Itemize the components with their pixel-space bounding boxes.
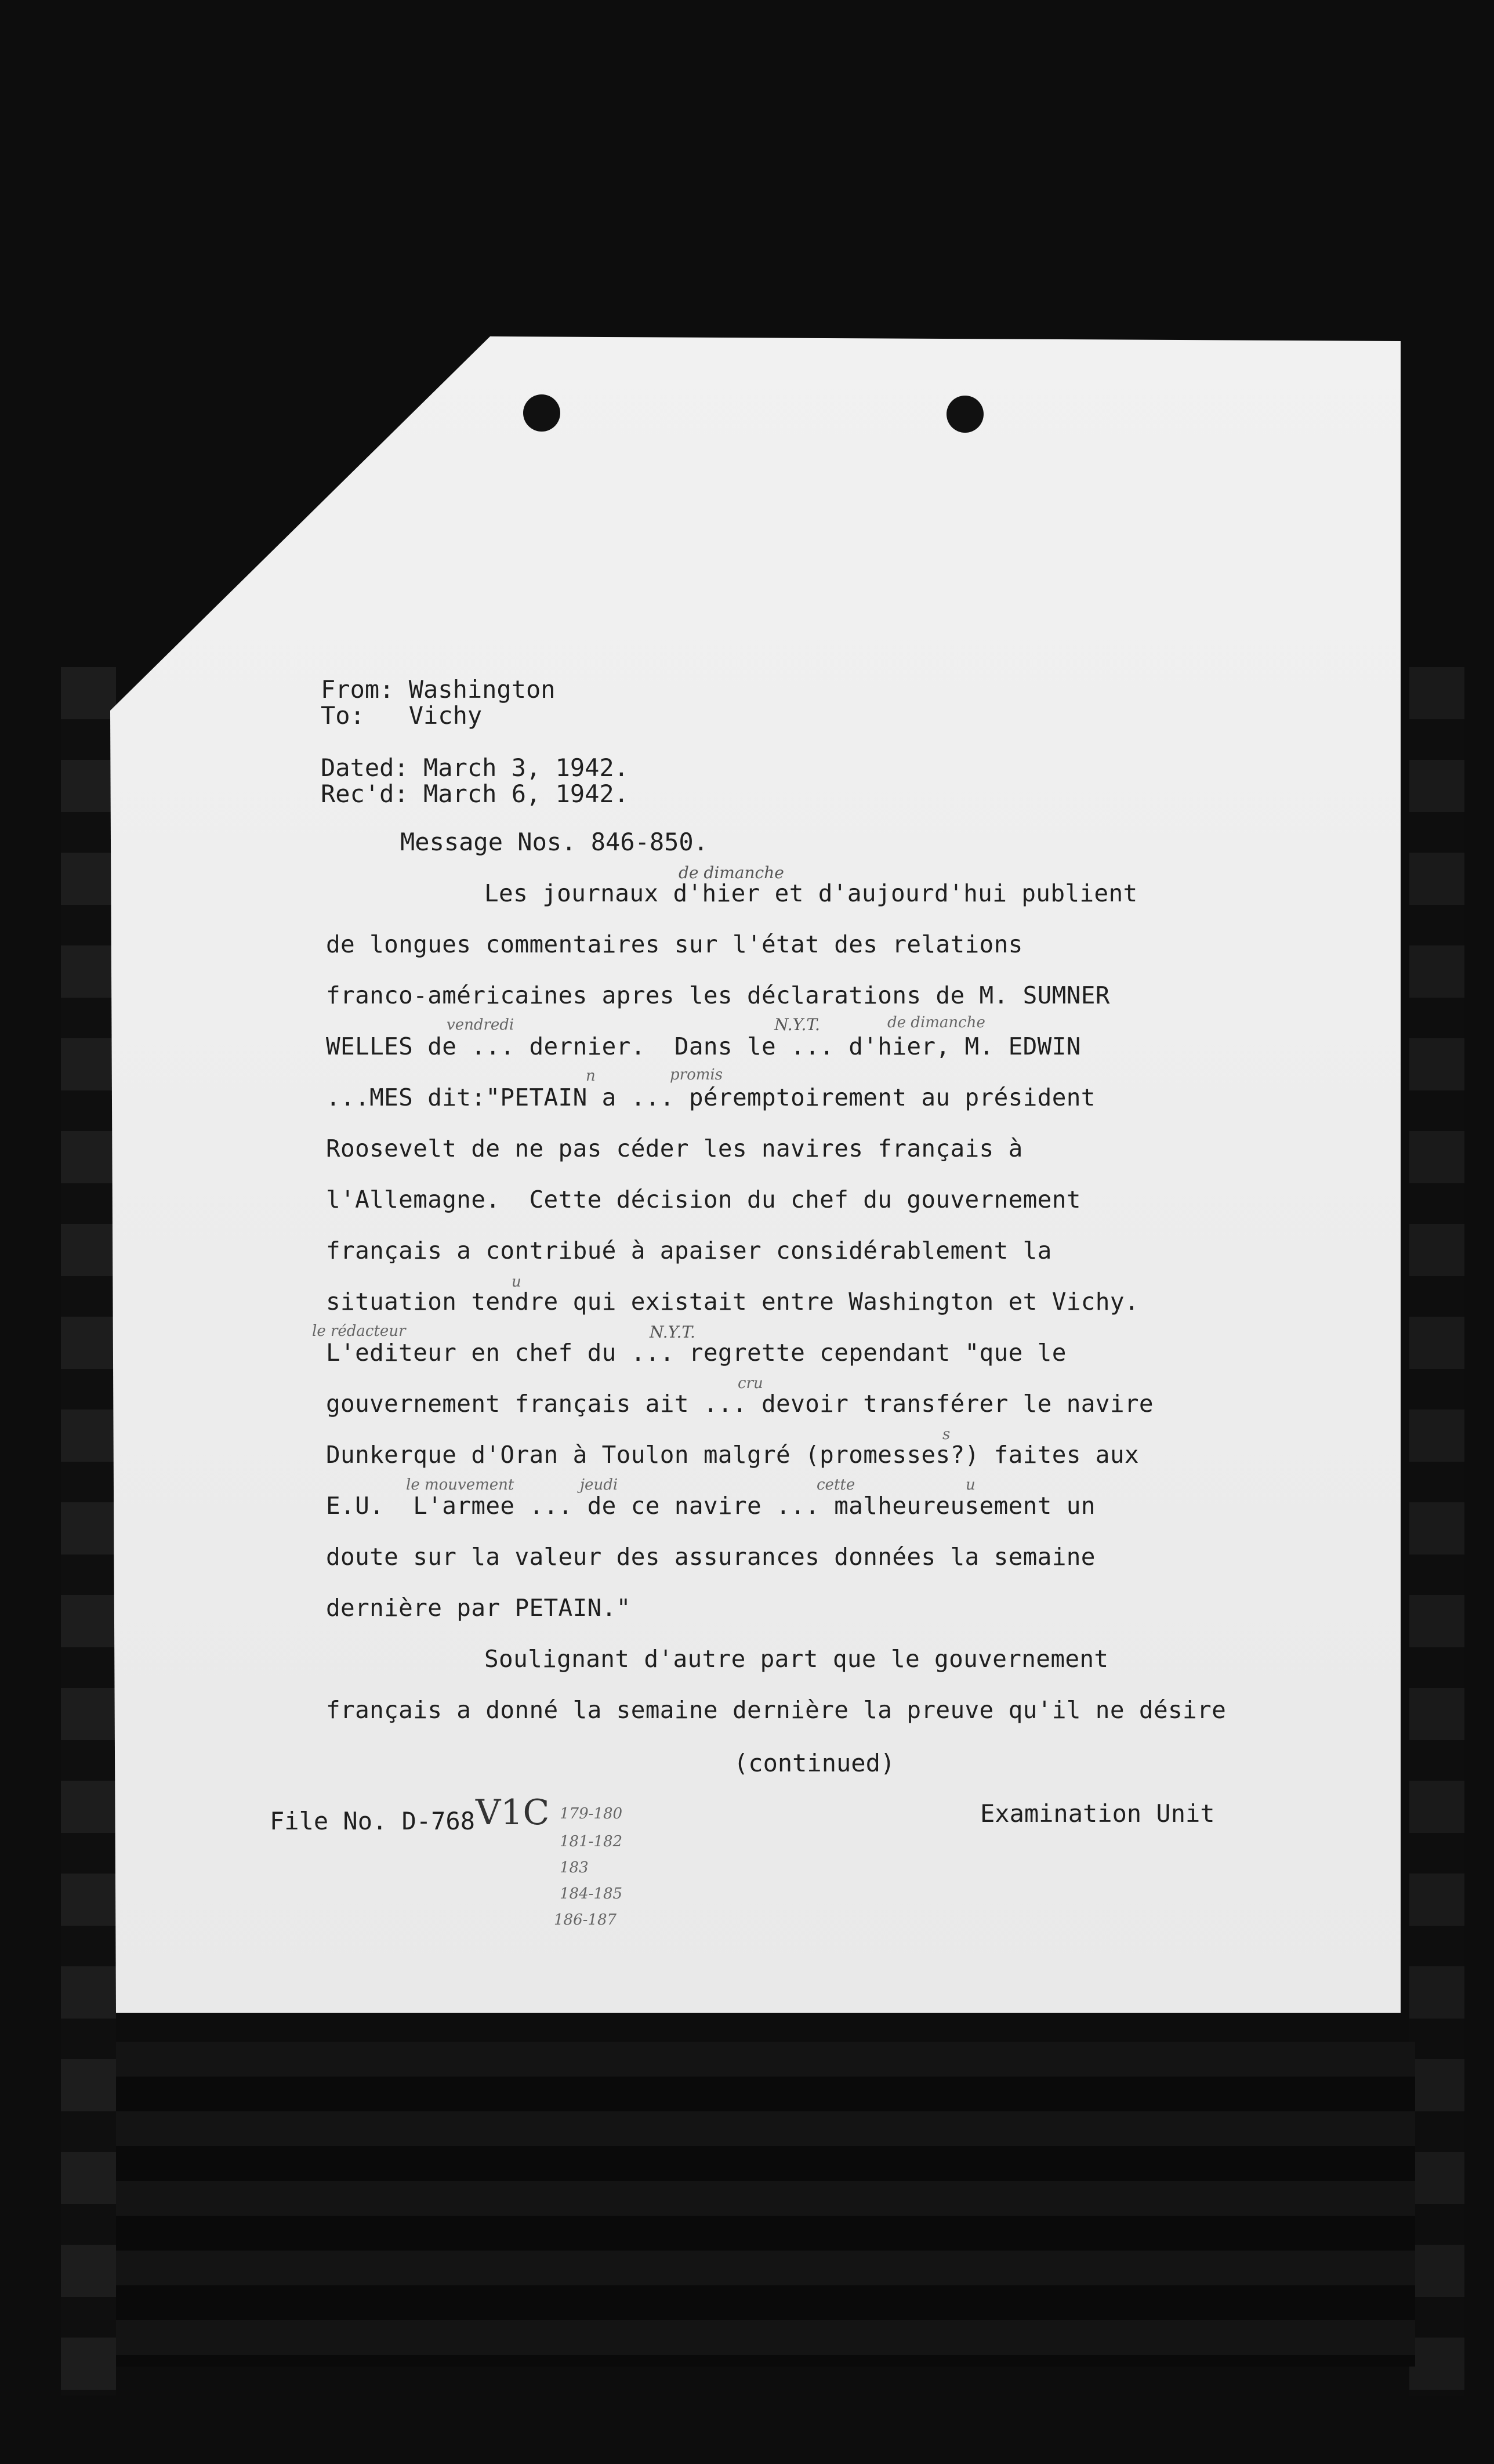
- body-line: Les journaux d'hier et d'aujourd'hui publient: [484, 879, 1138, 907]
- handwritten-annotation: jeudi: [580, 1476, 618, 1494]
- continued-note: (continued): [734, 1749, 895, 1777]
- handwritten-file-suffix: V1C: [476, 1792, 550, 1833]
- body-line: situation tendre qui existait entre Washington et Vichy.: [326, 1288, 1139, 1316]
- handwritten-file-number: 181-182: [560, 1833, 623, 1850]
- handwritten-annotation: promis: [670, 1066, 723, 1084]
- body-line: franco-américaines apres les déclarations de M. SUMNER: [326, 981, 1110, 1009]
- header-to: To: Vichy: [321, 701, 483, 730]
- file-number: File No. D-768: [270, 1807, 476, 1835]
- film-edge-right: [1409, 667, 1464, 2396]
- header-from: From: Washington: [321, 675, 556, 704]
- body-line: E.U. L'armee ... de ce navire ... malheureusement un: [326, 1492, 1096, 1520]
- header-received: Rec'd: March 6, 1942.: [321, 780, 629, 808]
- handwritten-annotation: le mouvement: [406, 1476, 514, 1494]
- handwritten-annotation: cette: [817, 1476, 855, 1494]
- body-line: l'Allemagne. Cette décision du chef du gouvernement: [326, 1186, 1081, 1213]
- handwritten-annotation: cru: [738, 1375, 763, 1392]
- handwritten-annotation: N.Y.T.: [650, 1322, 695, 1342]
- film-edge-left: [61, 667, 116, 2396]
- handwritten-annotation: u: [966, 1476, 976, 1494]
- handwritten-annotation: u: [512, 1273, 521, 1291]
- message-numbers: Message Nos. 846-850.: [400, 828, 709, 856]
- handwritten-file-number: 179-180: [560, 1805, 623, 1822]
- handwritten-annotation: N.Y.T.: [774, 1015, 820, 1034]
- handwritten-annotation: vendredi: [447, 1016, 514, 1034]
- film-lower-band: [116, 2042, 1415, 2367]
- body-line: Dunkerque d'Oran à Toulon malgré (promesses?) faites aux: [326, 1441, 1139, 1469]
- body-line: WELLES de ... dernier. Dans le ... d'hier, M. EDWIN: [326, 1032, 1081, 1060]
- punch-hole-left: [523, 394, 560, 432]
- handwritten-annotation: n: [586, 1067, 596, 1085]
- handwritten-file-number: 184-185: [560, 1885, 623, 1903]
- handwritten-annotation: le rédacteur: [312, 1322, 406, 1340]
- body-line: gouvernement français ait ... devoir transférer le navire: [326, 1390, 1154, 1418]
- body-line: français a donné la semaine dernière la preuve qu'il ne désire: [326, 1696, 1227, 1724]
- body-line: Soulignant d'autre part que le gouvernement: [484, 1645, 1109, 1673]
- handwritten-annotation: s: [942, 1426, 951, 1443]
- body-line: français a contribué à apaiser considérablement la: [326, 1237, 1052, 1264]
- handwritten-file-number: 186-187: [554, 1911, 617, 1929]
- body-line: L'editeur en chef du ... regrette cependant "que le: [326, 1339, 1067, 1367]
- handwritten-file-number: 183: [560, 1859, 589, 1876]
- header-dated: Dated: March 3, 1942.: [321, 753, 629, 782]
- body-line: ...MES dit:"PETAIN a ... péremptoirement au président: [326, 1084, 1096, 1111]
- body-line: Roosevelt de ne pas céder les navires français à: [326, 1135, 1023, 1162]
- handwritten-annotation: de dimanche: [887, 1014, 985, 1031]
- handwritten-annotation: de dimanche: [679, 863, 784, 882]
- body-line: doute sur la valeur des assurances données la semaine: [326, 1543, 1096, 1571]
- body-line: de longues commentaires sur l'état des relations: [326, 930, 1023, 958]
- body-line: dernière par PETAIN.": [326, 1594, 631, 1622]
- examination-unit: Examination Unit: [980, 1799, 1215, 1828]
- punch-hole-right: [947, 396, 984, 433]
